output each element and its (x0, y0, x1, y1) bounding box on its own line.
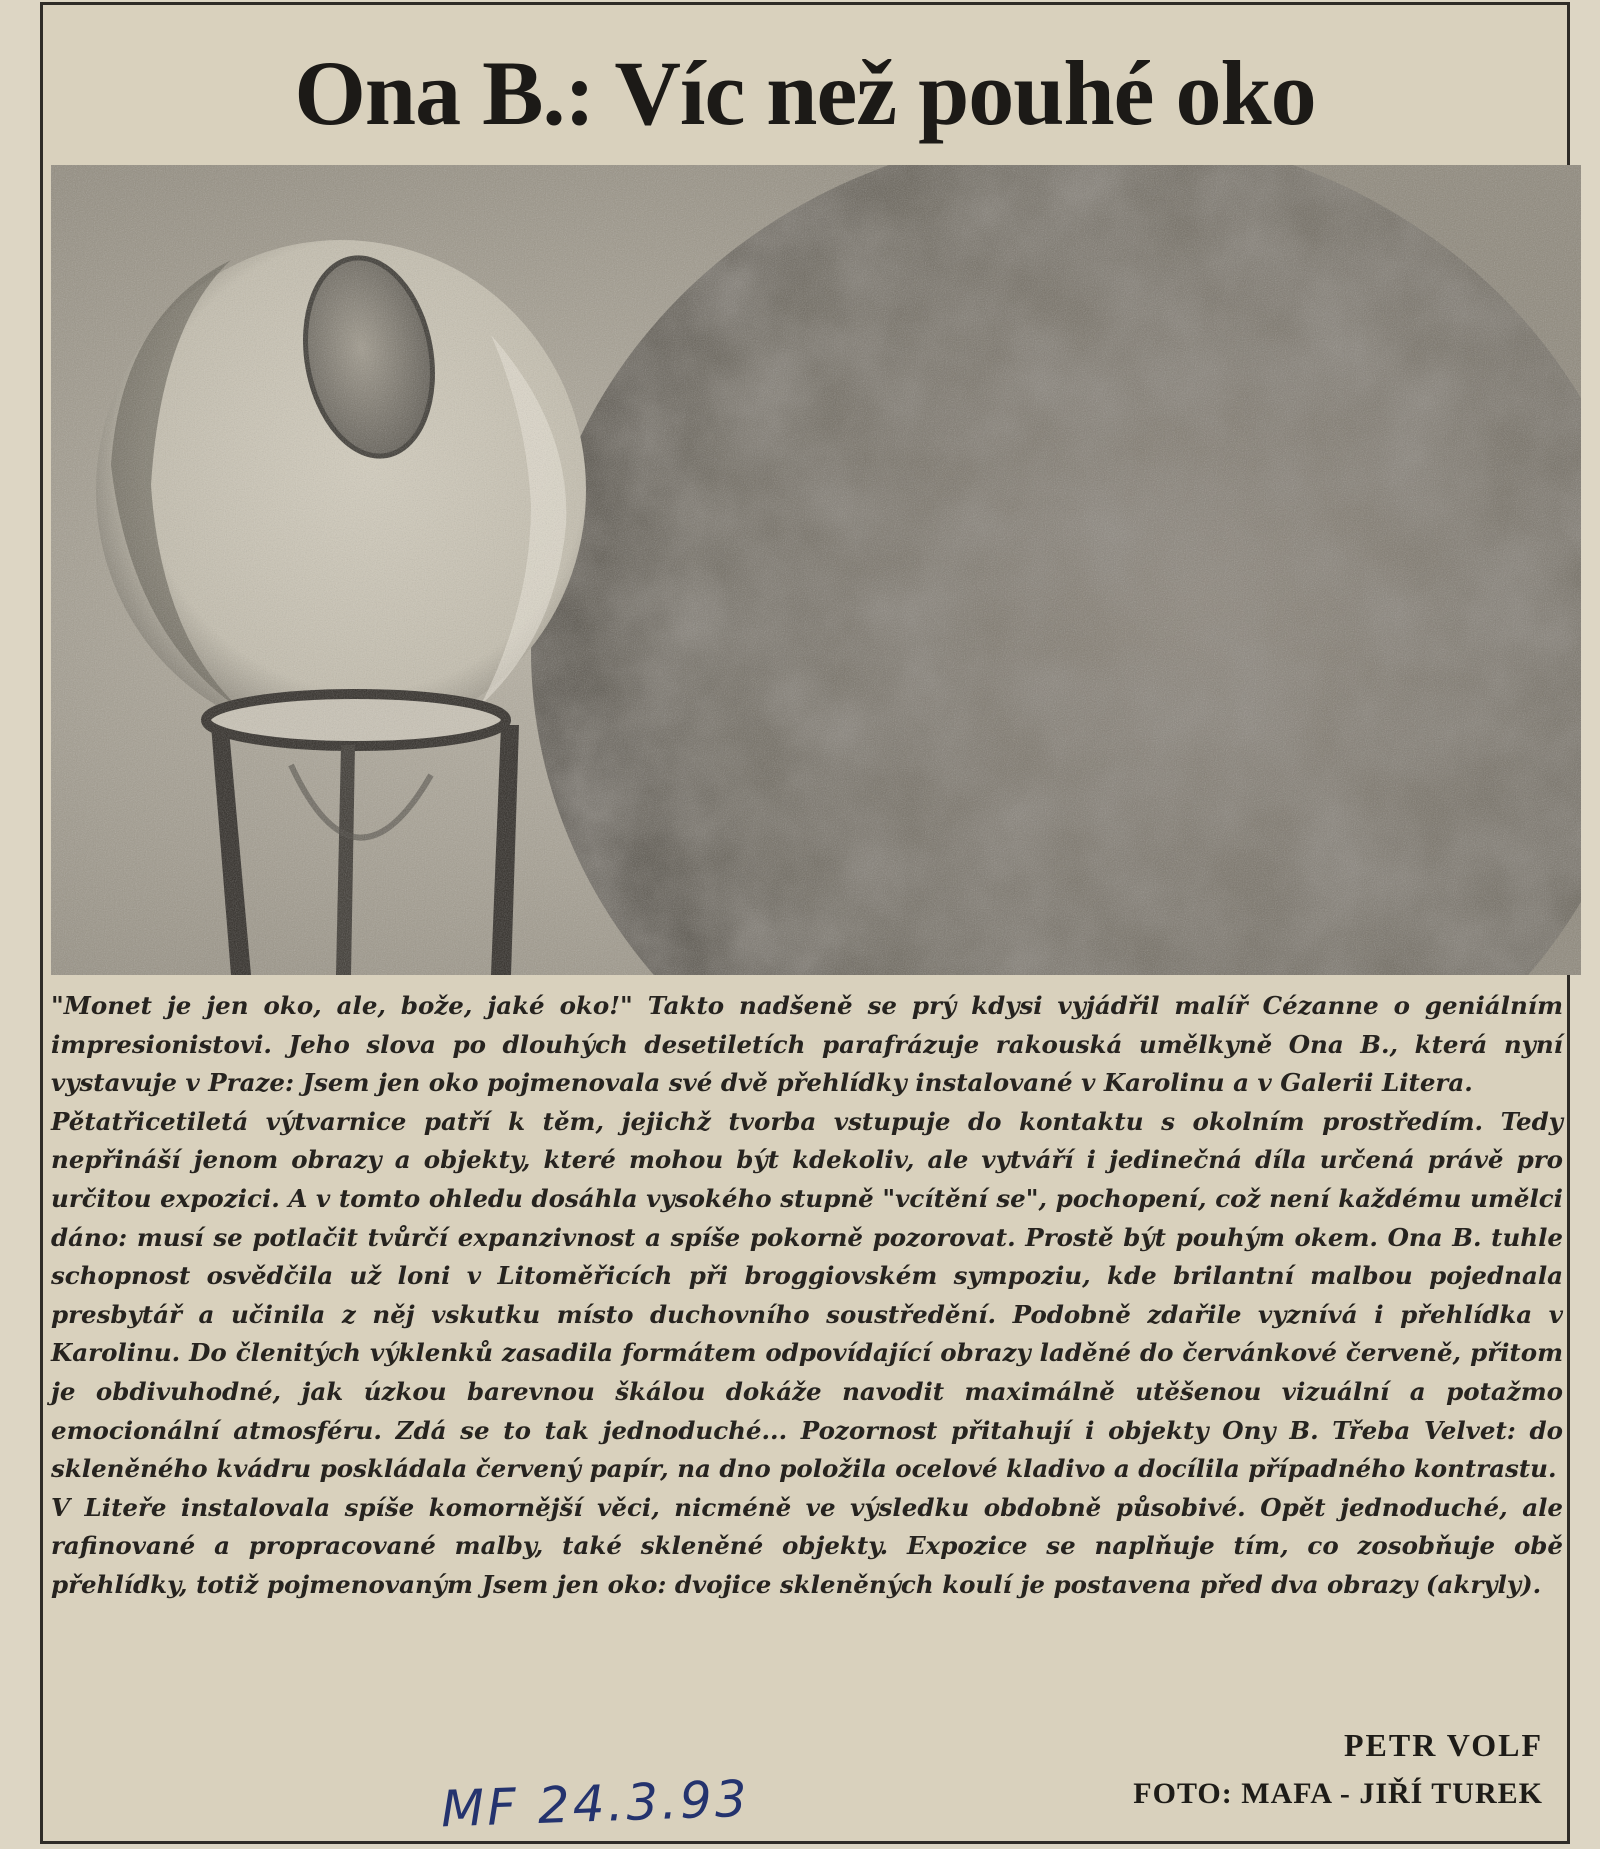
photo-credit: FOTO: MAFA - JIŘÍ TUREK (1133, 1777, 1543, 1810)
article-body (51, 987, 1563, 1605)
bleed-through-margin (0, 0, 40, 1840)
handwritten-date-note: MF 24.3.93 (440, 1769, 751, 1839)
glass-sphere-and-painting-image (51, 165, 1581, 975)
newspaper-clipping (40, 2, 1570, 1844)
author-byline: PETR VOLF (1343, 1727, 1543, 1763)
article-paragraph: V Liteře instalovala spíše komornější věci, nicméně ve výsledku obdobně působivé. Opět jednoduché, ale rafinované a propracované malby, také skleněné objekty. Expozice se naplňuje tím, co zosobňuje obě přehlídky, totiž pojmenovaným Jsem jen oko: dvojice skleněných koulí je postavena před dva obrazy (akryly). (51, 1492, 1563, 1599)
headline: Ona B.: Víc než pouhé oko (294, 42, 1316, 144)
article-paragraph: "Monet je jen oko, ale, bože, jaké oko!" Takto nadšeně se prý kdysi vyjádřil malíř Cézanne o geniálním impresionistovi. Jeho slova po dlouhých desetiletích parafrázuje rakouská umělkyně Ona B., která nyní vystavuje v Praze: Jsem jen oko pojmenovala své dvě přehlídky instalované v Karolinu a v Galerii Litera. (51, 991, 1563, 1098)
exhibition-photo (51, 165, 1581, 975)
article-paragraph: Pětatřicetiletá výtvarnice patří k těm, jejichž tvorba vstupuje do kontaktu s okolním prostředím. Tedy nepřináší jenom obrazy a objekty, které mohou být kdekoliv, ale vytváří i jedinečná díla určená právě pro určitou expozici. A v tomto ohledu dosáhla vysokého stupně "vcítění se", pochopení, což není každému umělci dáno: musí se potlačit tvůrčí expanzivnost a spíše pokorně pozorovat. Prostě být pouhým okem. Ona B. tuhle schopnost osvědčila už loni v Litoměřicích při broggiovském sympoziu, kde brilantní malbou pojednala presbytář a učinila z něj vskutku místo duchovního soustředění. Podobně zdařile vyznívá i přehlídka v Karolinu. Do členitých výklenků zasadila formátem odpovídající obrazy laděné do červánkové červeně, přitom je obdivuhodné, jak úzkou barevnou škálou dokáže navodit maximálně utěšenou vizuální a potažmo emocionální atmosféru. Zdá se to tak jednoduché... Pozornost přitahují i objekty Ony B. Třeba Velvet: do skleněného kvádru poskládala červený papír, na dno položila ocelové kladivo a docílila případného kontrastu. (51, 1106, 1563, 1484)
